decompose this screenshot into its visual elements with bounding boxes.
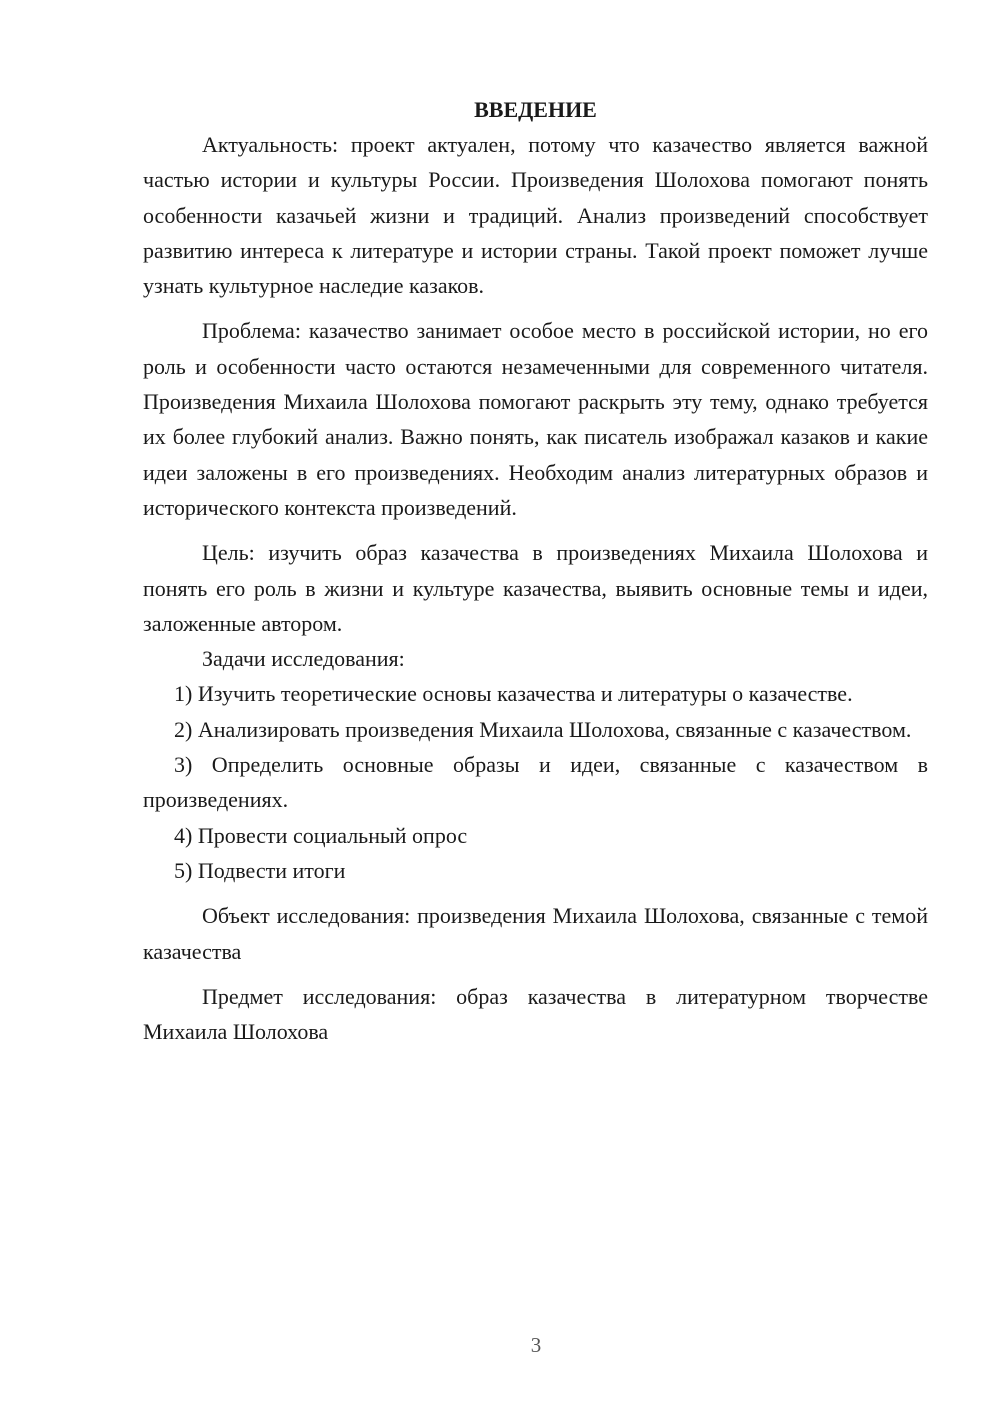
problem-paragraph: Проблема: казачество занимает особое место в российской истории, но его роль и особенности часто остаются незамеченными для современного читателя. Произведения Михаила Шолохова помогают раскрыть эту тему, однако требуется их более глубокий анализ. Важно понять, как писатель изображал казаков и какие идеи заложены в его произведениях. Необходим анализ литературных образов и исторического контекста произведений. [143, 318, 928, 520]
task-item: 5) Подвести итоги [174, 857, 346, 883]
relevance-paragraph: Актуальность: проект актуален, потому что казачество является важной частью истории и культуры России. Произведения Шолохова помогают понять особенности казачьей жизни и традиций. Анализ произведений способствует развитию интереса к литературе и истории страны. Такой проект поможет лучше узнать культурное наследие казаков. [143, 132, 928, 299]
goal-paragraph: Цель: изучить образ казачества в произведениях Михаила Шолохова и понять его роль в жизни и культуре казачества, выявить основные темы и идеи, заложенные автором. [143, 540, 928, 636]
subject-paragraph: Предмет исследования: образ казачества в литературном творчестве Михаила Шолохова [143, 983, 928, 1045]
task-item: 4) Провести социальный опрос [174, 822, 468, 848]
task-item: 1) Изучить теоретические основы казачества и литературы о казачестве. [174, 681, 853, 707]
task-item: 3) Определить основные образы и идеи, связанные с казачеством в произведениях. [143, 752, 928, 813]
page-title: ВВЕДЕНИЕ [474, 97, 597, 122]
tasks-heading: Задачи исследования: [202, 646, 405, 672]
task-item: 2) Анализировать произведения Михаила Шолохова, связанные с казачеством. [174, 716, 912, 742]
page-number: 3 [530, 1333, 542, 1357]
document-page [143, 92, 928, 1049]
object-paragraph: Объект исследования: произведения Михаила Шолохова, связанные с темой казачества [143, 903, 928, 964]
